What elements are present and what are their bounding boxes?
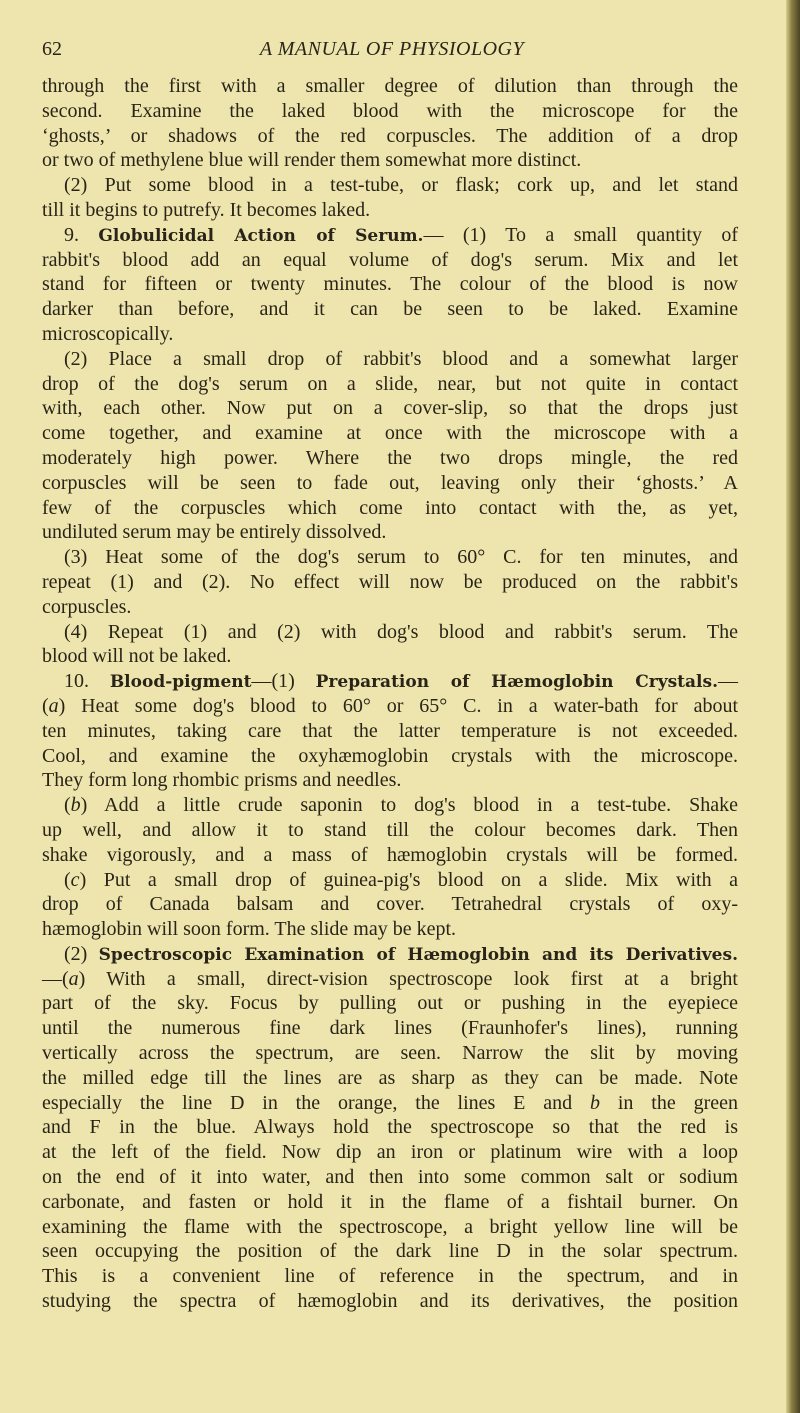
text-segment: corpuscles. [42, 595, 132, 618]
text-line [42, 620, 738, 645]
text-segment: ‘ghosts,’ or shadows of the red corpuscles. The addition of a drop [42, 124, 738, 147]
text-line [42, 868, 738, 893]
text-segment: They form long rhombic prisms and needles. [42, 769, 402, 792]
running-title: A MANUAL OF PHYSIOLOGY [259, 38, 525, 60]
text-line [42, 694, 738, 719]
section-heading: Preparation of Hæmoglobin Crystals. [315, 672, 718, 693]
text-segment: rabbit's blood add an equal volume of dog's serum. Mix and let [42, 248, 738, 271]
text-segment: undiluted serum may be entirely dissolved. [42, 521, 387, 544]
text-segment: come together, and examine at once with the microscope with a [42, 422, 738, 445]
text-line [42, 1264, 738, 1289]
text-segment: a [68, 967, 79, 990]
text-segment: — [718, 670, 738, 693]
text-line [42, 520, 738, 545]
text-segment: b [590, 1091, 600, 1114]
text-line [42, 545, 738, 570]
section-heading: Spectroscopic Examination of Hæmoglobin and its Derivatives. [98, 944, 738, 965]
text-line [42, 347, 738, 372]
text-segment: darker than before, and it can be seen to be laked. Examine [42, 298, 738, 321]
text-line [42, 1066, 738, 1091]
text-line [42, 1041, 738, 1066]
text-line [42, 991, 738, 1016]
text-segment: through the first with a smaller degree of dilution than through the [42, 75, 738, 97]
text-segment: ( [42, 694, 49, 717]
text-line [42, 1115, 738, 1140]
text-segment: up well, and allow it to stand till the colour becomes dark. Then [42, 818, 738, 841]
text-segment: microscopically. [42, 322, 174, 345]
text-segment: —( [42, 967, 69, 990]
text-segment: carbonate, and fasten or hold it in the flame of a fishtail burner. On [42, 1190, 738, 1213]
text-line [42, 942, 738, 967]
text-segment: second. Examine the laked blood with the microscope for the [42, 99, 738, 122]
text-line [42, 719, 738, 744]
text-line [42, 1239, 738, 1264]
text-line [42, 322, 738, 347]
text-segment: seen occupying the position of the dark line D in the solar spectrum. [42, 1240, 738, 1263]
text-segment: on the end of it into water, and then into some common salt or sodium [42, 1166, 738, 1189]
text-segment: ) Add a little crude saponin to dog's blood in a test-tube. Shake [80, 794, 738, 817]
text-line [42, 570, 738, 595]
page-number: 62 [42, 38, 62, 60]
text-segment: ) Put a small drop of guinea-pig's blood on a slide. Mix with a [79, 868, 738, 891]
text-segment: corpuscles will be seen to fade out, leaving only their ‘ghosts.’ A [42, 471, 738, 494]
text-line [42, 124, 738, 149]
text-segment: 10. [64, 670, 110, 693]
text-segment: hæmoglobin will soon form. The slide may be kept. [42, 918, 457, 941]
text-line [42, 272, 738, 297]
text-segment: blood will not be laked. [42, 645, 232, 668]
text-segment: until the numerous fine dark lines (Fraunhofer's lines), running [42, 1017, 738, 1040]
text-line [42, 1165, 738, 1190]
text-segment: at the left of the field. Now dip an iron or platinum wire with a loop [42, 1141, 738, 1164]
text-segment: drop of the dog's serum on a slide, near, but not quite in contact [42, 372, 738, 395]
text-segment: in the green [600, 1091, 738, 1114]
text-segment: shake vigorously, and a mass of hæmoglobin crystals will be formed. [42, 843, 738, 866]
text-segment: and F in the blue. Always hold the spectroscope so that the red is [42, 1116, 738, 1139]
text-segment: part of the sky. Focus by pulling out or pushing in the eyepiece [42, 992, 738, 1015]
text-segment: repeat (1) and (2). No effect will now be produced on the rabbit's [42, 570, 738, 593]
text-line [42, 496, 738, 521]
text-line [42, 198, 738, 223]
text-line [42, 1016, 738, 1041]
text-segment: vertically across the spectrum, are seen. Narrow the slit by moving [42, 1042, 738, 1065]
text-segment: till it begins to putrefy. It becomes laked. [42, 198, 371, 221]
text-line [42, 421, 738, 446]
text-segment: ten minutes, taking care that the latter temperature is not exceeded. [42, 719, 738, 742]
text-segment: ( [64, 868, 71, 891]
text-line [42, 297, 738, 322]
text-segment: —(1) [251, 670, 316, 693]
text-segment: (2) [64, 942, 99, 965]
text-line [42, 148, 738, 173]
text-line [42, 223, 738, 248]
text-line [42, 74, 738, 99]
text-segment: stand for fifteen or twenty minutes. The colour of the blood is now [42, 273, 738, 296]
text-segment: (3) Heat some of the dog's serum to 60° C. for ten minutes, and [64, 546, 738, 569]
text-segment: ) Heat some dog's blood to 60° or 65° C. in a water-bath for about [58, 694, 738, 717]
text-line [42, 1091, 738, 1116]
text-line [42, 843, 738, 868]
text-segment: — (1) To a small quantity of [423, 223, 739, 246]
text-segment: ( [64, 794, 71, 817]
text-line [42, 446, 738, 471]
text-segment: (2) Put some blood in a test-tube, or flask; cork up, and let stand [64, 174, 738, 197]
text-line [42, 1215, 738, 1240]
text-line [42, 396, 738, 421]
text-segment: (4) Repeat (1) and (2) with dog's blood and rabbit's serum. The [64, 620, 738, 643]
text-segment: few of the corpuscles which come into contact with the, as yet, [42, 496, 738, 519]
text-segment: examining the flame with the spectroscope, a bright yellow line will be [42, 1215, 738, 1238]
text-line [42, 967, 738, 992]
text-segment: This is a convenient line of reference in the spectrum, and in [42, 1265, 738, 1288]
text-segment: the milled edge till the lines are as sharp as they can be made. Note [42, 1066, 738, 1089]
text-segment: a [48, 694, 59, 717]
text-line [42, 793, 738, 818]
text-segment: 9. [64, 223, 99, 246]
text-line [42, 99, 738, 124]
text-line [42, 595, 738, 620]
text-segment: c [70, 868, 80, 891]
text-line [42, 471, 738, 496]
text-line [42, 248, 738, 273]
book-page-edge [786, 0, 800, 1413]
text-line [42, 372, 738, 397]
page-body-text [42, 74, 738, 1314]
text-line [42, 1140, 738, 1165]
text-segment: b [70, 794, 81, 817]
text-segment: drop of Canada balsam and cover. Tetrahedral crystals of oxy- [42, 893, 738, 916]
section-heading: Globulicidal Action of Serum. [98, 225, 424, 246]
text-line [42, 173, 738, 198]
text-segment: studying the spectra of hæmoglobin and its derivatives, the position [42, 1290, 738, 1313]
text-line [42, 744, 738, 769]
text-line [42, 1190, 738, 1215]
text-segment: (2) Place a small drop of rabbit's blood and a somewhat larger [64, 347, 738, 370]
text-line [42, 892, 738, 917]
text-segment: moderately high power. Where the two drops mingle, the red [42, 446, 738, 469]
text-segment: ) With a small, direct-vision spectroscope look first at a bright [78, 967, 738, 990]
page-header [42, 38, 742, 68]
text-line [42, 768, 738, 793]
text-segment: with, each other. Now put on a cover-slip, so that the drops just [42, 397, 738, 420]
text-segment: Cool, and examine the oxyhæmoglobin crystals with the microscope. [42, 744, 738, 767]
text-segment: especially the line D in the orange, the lines E and [42, 1091, 590, 1114]
text-line [42, 917, 738, 942]
text-segment: or two of methylene blue will render them somewhat more distinct. [42, 149, 582, 172]
text-line [42, 1289, 738, 1314]
text-line [42, 669, 738, 694]
section-heading: Blood-pigment [109, 672, 252, 693]
text-line [42, 818, 738, 843]
text-line [42, 644, 738, 669]
